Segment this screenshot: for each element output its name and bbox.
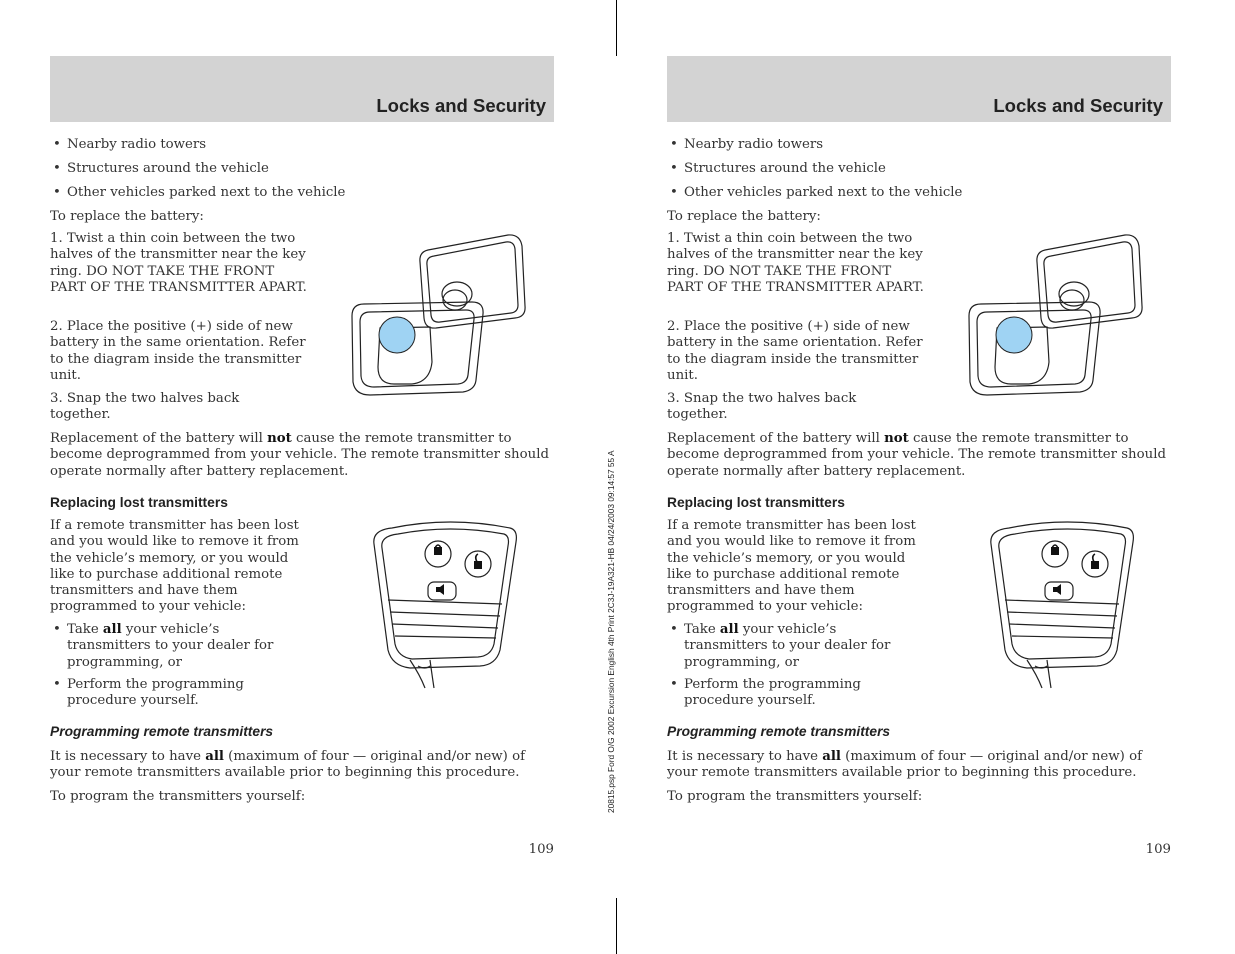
programming-paragraph: It is necessary to have all (maximum of four — original and/or new) of your remote transmitters available prior to beginning this procedure.: [50, 749, 525, 781]
section-title: Locks and Security: [993, 95, 1163, 116]
remote-transmitter-illustration: [370, 520, 520, 690]
step-1: 1. Twist a thin coin between the two halves of the transmitter near the key ring. DO NOT TAKE THE FRONT PART OF THE TRANSMITTER APART.: [667, 231, 924, 295]
step-1: 1. Twist a thin coin between the two halves of the transmitter near the key ring. DO NOT TAKE THE FRONT PART OF THE TRANSMITTER APART.: [50, 231, 307, 295]
crop-mark-top: [616, 0, 617, 56]
print-slug: 20815.psp Ford O/G 2002 Excursion English 4th Print 2C3J-19A321-HB 04/24/2003 09:14:57 55 A: [606, 450, 616, 813]
step-2: 2. Place the positive (+) side of new battery in the same orientation. Refer to the diagram inside the transmitter unit.: [667, 319, 923, 383]
programming-last: To program the transmitters yourself:: [50, 789, 306, 804]
header-band: [667, 56, 1171, 122]
programming-paragraph: It is necessary to have all (maximum of four — original and/or new) of your remote transmitters available prior to beginning this procedure.: [667, 749, 1142, 781]
battery-replacement-illustration: [350, 232, 530, 398]
section-title: Locks and Security: [376, 95, 546, 116]
page-number: 109: [528, 842, 554, 857]
step-3: 3. Snap the two halves back together.: [50, 391, 240, 423]
replace-intro: To replace the battery:: [50, 209, 204, 224]
remote-transmitter-illustration: [987, 520, 1137, 690]
crop-mark-bottom: [616, 898, 617, 954]
step-2: 2. Place the positive (+) side of new battery in the same orientation. Refer to the diagram inside the transmitter unit.: [50, 319, 306, 383]
battery-replacement-illustration: [967, 232, 1147, 398]
lost-heading: Replacing lost transmitters: [667, 495, 845, 510]
page-left: Locks and Security • Nearby radio towers • Structures around the vehicle • Other vehicles parked next to the vehicle To replace the battery: 1. Twist a thin coin between the two halves of the transmitter near the key ring. DO NOT TAKE THE FRONT PART OF THE TRANSMITTER APART. 2. Place the positive (+) side of new battery in the same orientation. Refer to the diagram inside the transmitter unit. 3. Snap the two halves back together. Replacement of the battery will not cause the remote transmitter to become deprogrammed from your vehicle. The remote transmitter should operate normally after battery replacement. Replacing lost transmitters If a remote transmitter has been lost and you would like to remove it from the vehicle’s memory, or you would like to purchase additional remote transmitters and have them programmed to your vehicle: • Take all your vehicle’s transmitters to your dealer for programming, or • Perform the programming procedure yourself. Programming remote transmitters It is necessary to have all (maximum of four — original and/or new) of your remote transmitters available prior to beginning this procedure. To program the transmitters yourself: 109: [50, 0, 554, 954]
replace-intro: To replace the battery:: [667, 209, 821, 224]
programming-heading: Programming remote transmitters: [50, 724, 274, 739]
programming-heading: Programming remote transmitters: [667, 724, 891, 739]
lost-heading: Replacing lost transmitters: [50, 495, 228, 510]
page-right: Locks and Security • Nearby radio towers • Structures around the vehicle • Other vehicles parked next to the vehicle To replace the battery: 1. Twist a thin coin between the two halves of the transmitter near the key ring. DO NOT TAKE THE FRONT PART OF THE TRANSMITTER APART. 2. Place the positive (+) side of new battery in the same orientation. Refer to the diagram inside the transmitter unit. 3. Snap the two halves back together. Replacement of the battery will not cause the remote transmitter to become deprogrammed from your vehicle. The remote transmitter should operate normally after battery replacement. Replacing lost transmitters If a remote transmitter has been lost and you would like to remove it from the vehicle’s memory, or you would like to purchase additional remote transmitters and have them programmed to your vehicle: • Take all your vehicle’s transmitters to your dealer for programming, or • Perform the programming procedure yourself. Programming remote transmitters It is necessary to have all (maximum of four — original and/or new) of your remote transmitters available prior to beginning this procedure. To program the transmitters yourself: 109: [667, 0, 1171, 954]
programming-last: To program the transmitters yourself:: [667, 789, 923, 804]
replacement-note: Replacement of the battery will not cause the remote transmitter to become deprogrammed from your vehicle. The remote transmitter should operate normally after battery replacement.: [50, 431, 549, 479]
replacement-note: Replacement of the battery will not cause the remote transmitter to become deprogrammed from your vehicle. The remote transmitter should operate normally after battery replacement.: [667, 431, 1166, 479]
step-3: 3. Snap the two halves back together.: [667, 391, 857, 423]
lost-paragraph: If a remote transmitter has been lost and you would like to remove it from the vehicle’s memory, or you would like to purchase additional remote transmitters and have them programmed to your vehicle:: [50, 518, 299, 615]
header-band: [50, 56, 554, 122]
page-number: 109: [1145, 842, 1171, 857]
lost-paragraph: If a remote transmitter has been lost and you would like to remove it from the vehicle’s memory, or you would like to purchase additional remote transmitters and have them programmed to your vehicle:: [667, 518, 916, 615]
